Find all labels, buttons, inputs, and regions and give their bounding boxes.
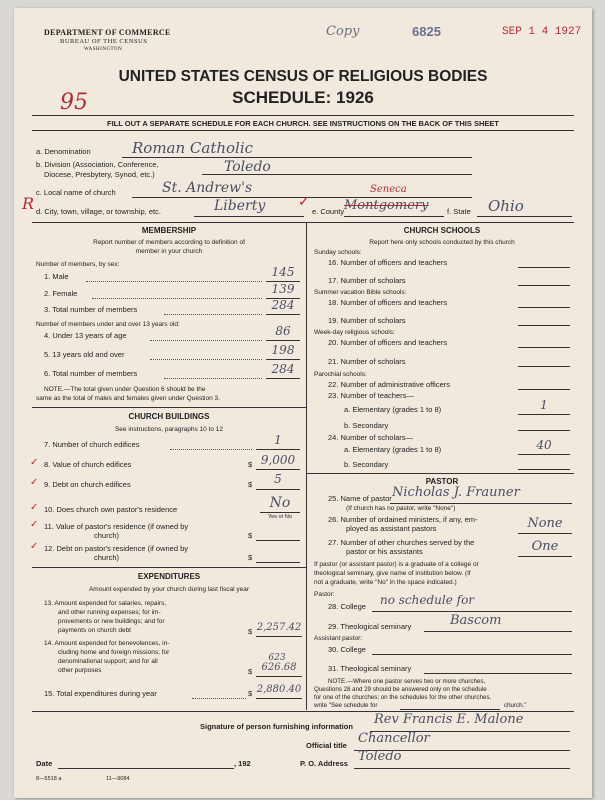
residence-debt-label-1: 12. Debt on pastor's residence (if owned by — [44, 544, 189, 553]
pastor-seminary-line — [424, 631, 572, 632]
benevolences-label-2: cluding home and foreign missions; for — [58, 649, 170, 656]
total-expenditures-value: 2,880.40 — [256, 684, 302, 695]
date-year: , 192 — [234, 759, 251, 768]
parochial-schools-label: Parochial schools: — [314, 371, 367, 378]
running-expenses-label-3: provements or new buildings; and for — [58, 618, 165, 625]
county-value: Montgomery — [344, 198, 429, 213]
total-members-value: 284 — [271, 298, 295, 312]
summer-schools-label: Summer vacation Bible schools: — [314, 289, 407, 296]
scholars-elementary-line — [518, 454, 570, 455]
male-label: 1. Male — [44, 272, 69, 281]
edifices-count-line — [256, 449, 300, 450]
weekday-schools-label: Week-day religious schools: — [314, 329, 395, 336]
assistant-ministers-line — [518, 533, 572, 534]
city-line — [194, 216, 304, 217]
benevolences-line — [256, 676, 302, 677]
total-expenditures-label: 15. Total expenditures during year — [44, 689, 157, 698]
check-mark: ✓ — [30, 502, 39, 513]
other-churches-label-2: pastor or his assistants — [346, 547, 423, 556]
margin-number: 95 — [60, 90, 88, 115]
scholars-elementary-value: 40 — [536, 438, 552, 452]
copy-mark: Copy — [326, 24, 360, 39]
summer-officers-line — [518, 307, 570, 308]
residence-owned-value: No — [269, 495, 291, 511]
teachers-label: 23. Number of teachers— — [328, 391, 414, 400]
check-mark: ✓ — [30, 477, 39, 488]
state-label: f. State — [447, 207, 471, 216]
pastor-note-3: for one of the churches; on the schedules for the other churches, — [314, 694, 492, 701]
scholars-secondary-label: b. Secondary — [344, 460, 389, 469]
pastor-name-value: Nicholas J. Frauner — [392, 485, 520, 500]
scholars-secondary-line — [518, 469, 570, 470]
total-members-label: 3. Total number of members — [44, 305, 138, 314]
date-label: Date — [36, 759, 53, 768]
sunday-officers-line — [518, 267, 570, 268]
assistant-ministers-label-2: ployed as assistant pastors — [346, 524, 437, 533]
under-13-value: 86 — [275, 324, 291, 338]
edifices-count-value: 1 — [274, 433, 282, 447]
rule — [32, 222, 574, 223]
column-divider — [306, 222, 307, 710]
department-label: DEPARTMENT OF COMMERCE — [44, 28, 171, 37]
pastor-note-1: NOTE.—Where one pastor serves two or more churches, — [328, 678, 486, 685]
residence-debt-label-2: church) — [94, 553, 120, 562]
pastor-heading: PASTOR — [425, 477, 459, 486]
form-instruction: FILL OUT A SEPARATE SCHEDULE FOR EACH CHURCH. SEE INSTRUCTIONS ON THE BACK OF THIS SHEET — [107, 119, 499, 128]
edifices-value-value: 9,000 — [260, 453, 296, 467]
sunday-schools-label: Sunday schools: — [314, 249, 362, 256]
by-sex-label: Number of members, by sex: — [36, 261, 120, 268]
total-members-2-value: 284 — [271, 362, 295, 376]
denomination-value: Roman Catholic — [132, 139, 254, 157]
county-line — [344, 216, 444, 217]
division-value: Toledo — [224, 159, 271, 175]
leader-dots — [192, 698, 246, 699]
pastor-college-line — [372, 611, 572, 612]
expenditures-heading: EXPENDITURES — [137, 572, 201, 581]
division-label-1: b. Division (Association, Conference, — [36, 160, 159, 169]
check-mark: ✓ — [30, 541, 39, 552]
over-13-label: 5. 13 years old and over — [44, 350, 125, 359]
check-mark: ✓ — [30, 457, 39, 468]
signature-value: Rev Francis E. Malone — [374, 712, 524, 727]
leader-dots — [170, 449, 252, 450]
teachers-elementary-value: 1 — [540, 398, 548, 412]
graduate-note-3: not a graduate, write "No" in the space indicated.) — [314, 579, 457, 586]
female-label: 2. Female — [44, 289, 78, 298]
schools-heading: CHURCH SCHOOLS — [403, 226, 481, 235]
over-13-value: 198 — [271, 343, 295, 357]
edifices-value-label: 8. Value of church edifices — [44, 460, 132, 469]
graduate-note-1: If pastor (or assistant pastor) is a graduate of a college or — [314, 561, 479, 568]
date-line — [58, 768, 234, 769]
bureau-label: BUREAU OF THE CENSUS — [60, 38, 148, 45]
leader-dots — [164, 314, 262, 315]
city-label: WASHINGTON — [84, 47, 123, 52]
residence-value-label-1: 11. Value of pastor's residence (if owned by — [44, 522, 189, 531]
form-title: UNITED STATES CENSUS OF RELIGIOUS BODIES — [118, 68, 488, 85]
buildings-heading: CHURCH BUILDINGS — [128, 412, 210, 421]
sunday-officers-label: 16. Number of officers and teachers — [328, 258, 448, 267]
membership-intro-1: Report number of members according to definition of — [93, 239, 245, 246]
total-members-2-label: 6. Total number of members — [44, 369, 138, 378]
other-churches-label-1: 27. Number of other churches served by the — [328, 538, 475, 547]
city-label: d. City, town, village, or township, etc. — [36, 207, 161, 216]
buildings-sub: See instructions, paragraphs 10 to 12 — [114, 426, 224, 433]
signature-label: Signature of person furnishing information — [200, 722, 353, 731]
running-expenses-value: 2,257.42 — [256, 622, 302, 633]
edifices-debt-value: 5 — [274, 472, 282, 486]
summer-scholars-line — [518, 325, 570, 326]
total-members-line — [266, 314, 300, 315]
residence-owned-line — [260, 512, 300, 513]
scholars-label: 24. Number of scholars— — [328, 433, 414, 442]
residence-value-label-2: church) — [94, 531, 120, 540]
pastor-note-2: Questions 28 and 29 should be answered only on the schedule — [314, 686, 487, 693]
teachers-secondary-line — [518, 430, 570, 431]
assistant-seminary-line — [424, 673, 572, 674]
teachers-elementary-line — [518, 414, 570, 415]
running-expenses-line — [256, 636, 302, 637]
other-churches-value: One — [531, 539, 559, 554]
local-name-value: St. Andrew's — [162, 180, 253, 196]
teachers-secondary-label: b. Secondary — [344, 421, 389, 430]
sunday-scholars-label: 17. Number of scholars — [328, 276, 406, 285]
address-line — [354, 768, 570, 769]
other-churches-line — [518, 556, 572, 557]
rule — [32, 130, 574, 131]
rule — [32, 407, 306, 408]
running-expenses-label-2: and other running expenses; for im- — [58, 609, 161, 616]
teachers-elementary-label: a. Elementary (grades 1 to 8) — [344, 405, 442, 414]
under-13-line — [266, 340, 300, 341]
rule — [306, 473, 574, 474]
summer-officers-label: 18. Number of officers and teachers — [328, 298, 448, 307]
city-value: Liberty — [214, 198, 266, 214]
residence-debt-line — [256, 562, 300, 563]
under-13-label: 4. Under 13 years of age — [44, 331, 127, 340]
official-title-label: Official title — [306, 741, 347, 750]
pastor-seminary-value: Bascom — [450, 613, 502, 628]
pastor-section-label: Pastor: — [314, 591, 335, 598]
leader-dots — [164, 378, 262, 379]
residence-owned-label: 10. Does church own pastor's residence — [44, 505, 178, 514]
pastor-name-line — [390, 503, 572, 504]
pastor-name-label: 25. Name of pastor — [328, 494, 392, 503]
official-title-value: Chancellor — [358, 731, 430, 746]
dollar-sign: $ — [248, 627, 253, 636]
date-stamp: SEP 1 4 1927 — [502, 26, 582, 38]
dollar-sign: $ — [248, 553, 253, 562]
assistant-college-line — [372, 654, 572, 655]
pastor-seminary-label: 29. Theological seminary — [328, 622, 412, 631]
weekday-officers-line — [518, 347, 570, 348]
denomination-line — [122, 157, 472, 158]
age-intro-label: Number of members under and over 13 years old: — [36, 321, 180, 328]
leader-dots — [86, 281, 262, 282]
schedule-title: SCHEDULE: 1926 — [232, 88, 374, 107]
pastor-note-4: write "See schedule for — [314, 702, 378, 709]
form-code-2: 11—9084 — [106, 776, 130, 782]
running-expenses-label-1: 13. Amount expended for salaries, repairs, — [44, 600, 167, 607]
benevolences-label-4: other purposes — [58, 667, 102, 674]
dollar-sign: $ — [248, 531, 253, 540]
dollar-sign: $ — [248, 689, 253, 698]
admin-officers-label: 22. Number of administrative officers — [328, 380, 450, 389]
membership-note-1: NOTE.—The total given under Question 6 should be the — [44, 386, 206, 393]
summer-scholars-label: 19. Number of scholars — [328, 316, 406, 325]
benevolences-label-3: denominational support; and for all — [58, 658, 158, 665]
denomination-label: a. Denomination — [36, 147, 91, 156]
edifices-count-label: 7. Number of church edifices — [44, 440, 140, 449]
weekday-scholars-line — [518, 366, 570, 367]
state-line — [477, 216, 572, 217]
female-value: 139 — [271, 282, 295, 296]
margin-letter: R — [22, 194, 35, 213]
weekday-scholars-label: 21. Number of scholars — [328, 357, 406, 366]
weekday-officers-label: 20. Number of officers and teachers — [328, 338, 448, 347]
edifices-debt-label: 9. Debt on church edifices — [44, 480, 131, 489]
male-value: 145 — [271, 265, 295, 279]
assistant-ministers-value: None — [527, 516, 563, 531]
census-schedule-form — [14, 8, 592, 798]
check-mark: ✓ — [298, 195, 310, 210]
rule — [32, 115, 574, 116]
membership-note-2: same as the total of males and females given under Question 3. — [36, 395, 220, 402]
pastor-name-hint: (If church has no pastor, write "None") — [346, 505, 456, 512]
dollar-sign: $ — [248, 480, 253, 489]
assistant-college-label: 30. College — [328, 645, 366, 654]
leader-dots — [150, 340, 262, 341]
address-label: P. O. Address — [300, 759, 348, 768]
dollar-sign: $ — [248, 460, 253, 469]
county-correction: Seneca — [370, 184, 407, 195]
rule — [32, 567, 306, 568]
address-value: Toledo — [358, 749, 402, 764]
benevolences-value: 626.68 — [261, 662, 297, 673]
state-value: Ohio — [488, 197, 524, 215]
pastor-note-5: church." — [504, 702, 527, 709]
benevolences-label-1: 14. Amount expended for benevolences, in- — [44, 640, 170, 647]
over-13-line — [266, 359, 300, 360]
membership-heading: MEMBERSHIP — [141, 226, 197, 235]
schools-intro: Report here only schools conducted by this church — [369, 239, 515, 246]
leader-dots — [150, 359, 262, 360]
residence-value-line — [256, 540, 300, 541]
form-number: 6825 — [412, 24, 441, 39]
leader-dots — [92, 298, 262, 299]
assistant-ministers-label-1: 26. Number of ordained ministers, if any, em- — [328, 515, 478, 524]
division-label-2: Diocese, Presbytery, Synod, etc.) — [44, 170, 155, 179]
pastor-college-value: no schedule for — [380, 593, 475, 607]
edifices-value-line — [256, 469, 300, 470]
county-label: e. County — [312, 207, 345, 216]
sunday-scholars-line — [518, 285, 570, 286]
edifices-debt-line — [256, 489, 300, 490]
total-members-2-line — [266, 378, 300, 379]
total-expenditures-line — [256, 698, 302, 699]
check-mark: ✓ — [30, 519, 39, 530]
scholars-elementary-label: a. Elementary (grades 1 to 8) — [344, 445, 442, 454]
benevolences-note: 623 — [268, 653, 286, 663]
graduate-note-2: theological seminary, give name of institution below. (If — [314, 570, 471, 577]
membership-intro-2: member in your church — [135, 248, 203, 255]
dollar-sign: $ — [248, 667, 253, 676]
pastor-college-label: 28. College — [328, 602, 366, 611]
see-schedule-line — [400, 709, 500, 710]
local-name-label: c. Local name of church — [36, 188, 116, 197]
expenditures-sub: Amount expended by your church during last fiscal year — [88, 586, 250, 593]
running-expenses-label-4: payments on church debt — [58, 627, 131, 634]
admin-officers-line — [518, 389, 570, 390]
yes-no-hint: Yes or No — [268, 514, 292, 520]
assistant-seminary-label: 31. Theological seminary — [328, 664, 412, 673]
assistant-pastor-label: Assistant pastor: — [314, 635, 363, 642]
form-code-1: 8—5518 a — [36, 776, 62, 782]
